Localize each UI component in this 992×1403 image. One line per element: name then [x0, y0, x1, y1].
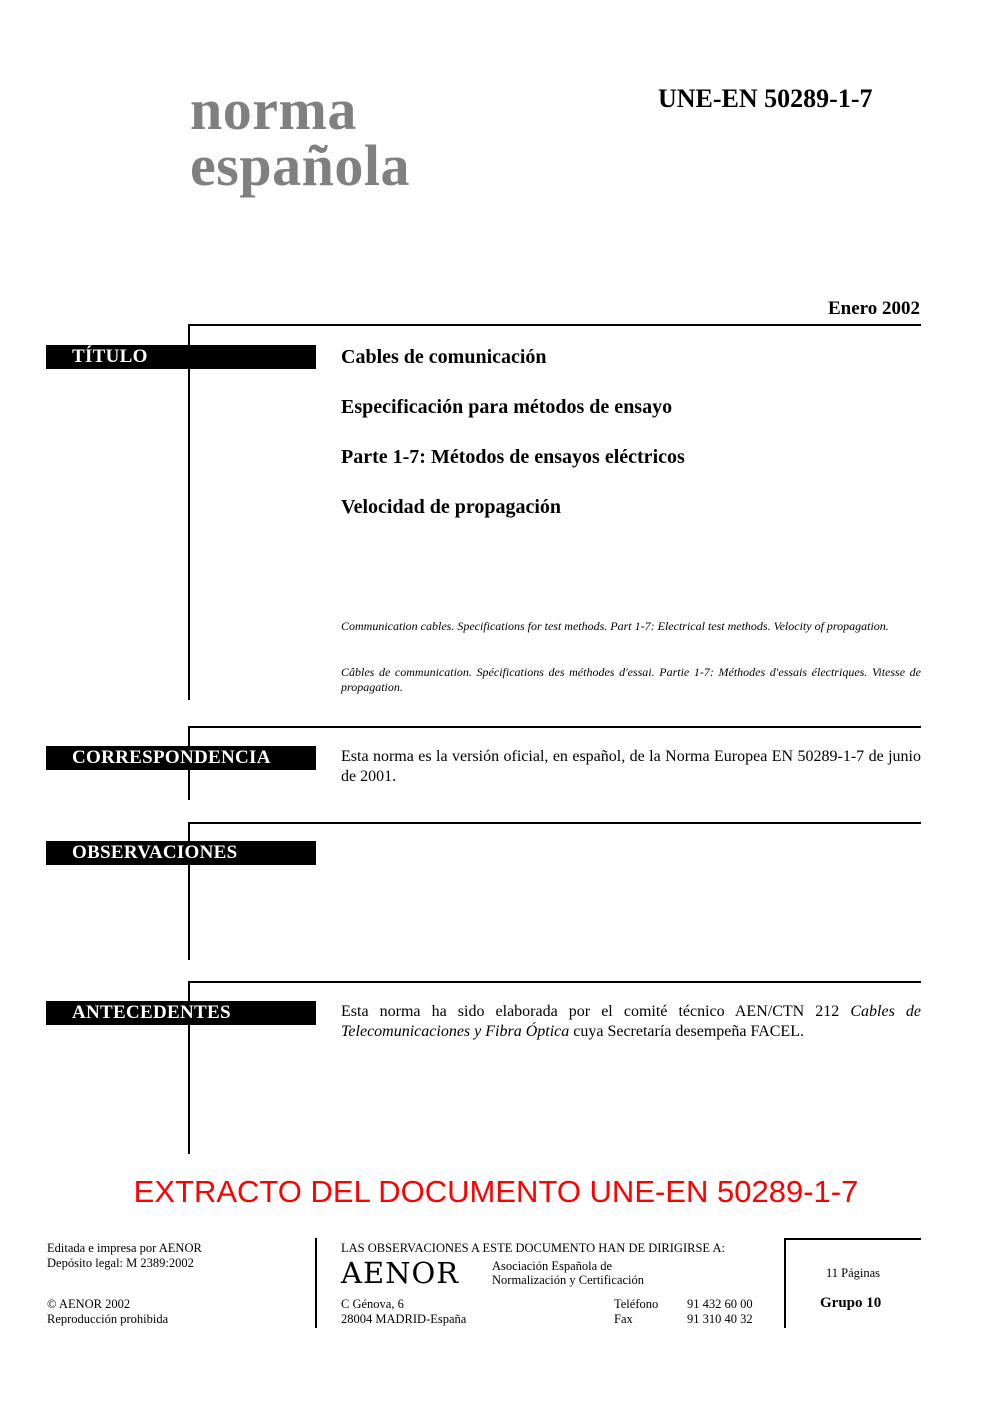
- extract-notice: EXTRACTO DEL DOCUMENTO UNE-EN 50289-1-7: [133, 1174, 859, 1209]
- footer-box-top: [784, 1238, 921, 1240]
- footer-rule-left: [315, 1238, 317, 1328]
- standard-code: UNE-EN 50289-1-7: [658, 84, 873, 113]
- section-divider-antecedentes: [188, 981, 921, 983]
- correspondencia-text: Esta norma es la versión oficial, en español, de la Norma Europea EN 50289-1-7 de junio de 2001.: [341, 748, 921, 785]
- section-divider-titulo: [188, 324, 921, 326]
- antecedentes-committee-name: Cables de Telecomunicaciones y Fibra Óptica: [341, 1003, 922, 1040]
- section-label-correspondencia: CORRESPONDENCIA: [46, 746, 316, 770]
- footer-copyright: © AENOR 2002: [47, 1297, 131, 1311]
- page-count: 11 Páginas: [826, 1266, 881, 1280]
- address-line-1: C Génova, 6: [341, 1297, 404, 1311]
- section-label-antecedentes: ANTECEDENTES: [46, 1001, 316, 1025]
- aenor-name-line-1: Asociación Española de: [492, 1259, 613, 1273]
- title-line-3: Parte 1-7: Métodos de ensayos eléctricos: [341, 446, 685, 468]
- english-title: Communication cables. Specifications for test methods. Part 1-7: Electrical test methods. Velocity of propagation.: [341, 619, 889, 633]
- address-line-2: 28004 MADRID-España: [341, 1312, 467, 1326]
- section-label-titulo: TÍTULO: [46, 345, 316, 369]
- fax-label: Fax: [614, 1312, 633, 1326]
- title-line-4: Velocidad de propagación: [341, 496, 562, 518]
- aenor-name-line-2: Normalización y Certificación: [492, 1273, 645, 1287]
- footer-edited-by: Editada e impresa por AENOR: [47, 1241, 202, 1255]
- section-divider-observaciones: [188, 822, 921, 824]
- antecedentes-text-end: cuya Secretaría desempeña FACEL.: [569, 1023, 804, 1040]
- antecedentes-text: [341, 1002, 921, 1042]
- footer-rule-right: [784, 1238, 786, 1328]
- title-line-1: Cables de comunicación: [341, 346, 547, 368]
- phone-value: 91 432 60 00: [687, 1297, 753, 1311]
- section-divider-correspondencia: [188, 726, 921, 728]
- price-group: Grupo 10: [820, 1295, 882, 1311]
- french-title: Câbles de communication. Spécifications des méthodes d'essai. Partie 1-7: Méthodes d'essais électriques. Vitesse de propagation.: [341, 665, 921, 694]
- brand-title: [190, 77, 410, 198]
- section-rule-titulo: [188, 324, 190, 700]
- footer-observations-header: LAS OBSERVACIONES A ESTE DOCUMENTO HAN DE DIRIGIRSE A:: [341, 1241, 725, 1255]
- fax-value: 91 310 40 32: [687, 1312, 753, 1326]
- aenor-logo: AENOR: [341, 1256, 460, 1290]
- footer-legal-deposit: Depósito legal: M 2389:2002: [47, 1256, 194, 1270]
- phone-label: Teléfono: [614, 1297, 659, 1311]
- aenor-full-name: [492, 1259, 644, 1287]
- publication-date: Enero 2002: [827, 298, 920, 319]
- title-line-2: Especificación para métodos de ensayo: [341, 396, 673, 418]
- footer-reproduction: Reproducción prohibida: [47, 1312, 169, 1326]
- brand-line-2: española: [190, 133, 410, 198]
- section-label-observaciones: OBSERVACIONES: [46, 841, 316, 865]
- brand-line-1: norma: [190, 77, 357, 142]
- antecedentes-text-start: Esta norma ha sido elaborada por el comité técnico AEN/CTN 212: [341, 1003, 851, 1020]
